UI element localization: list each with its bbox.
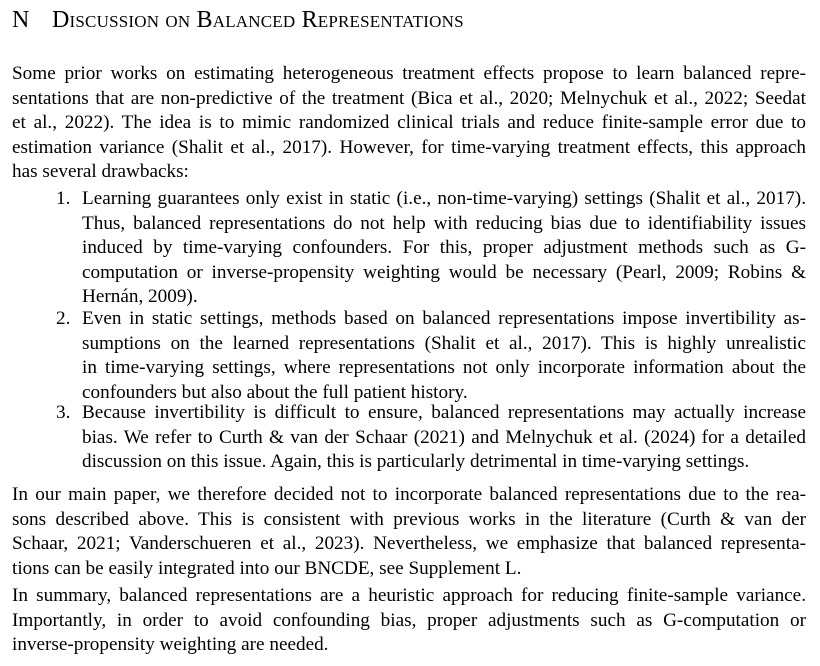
text-line: inverse-propensity weighting are needed.: [12, 634, 329, 656]
section-number: N: [12, 7, 30, 33]
text-line: Schaar, 2021; Vanderschueren et al., 2023). Nevertheless, we emphasize that balanced representa-: [12, 533, 806, 555]
text-line: bias. We refer to Curth & van der Schaar (2021) and Melnychuk et al. (2024) for a detailed: [82, 426, 806, 448]
text-line: Even in static settings, methods based on balanced representations impose invertibility as-: [82, 308, 806, 329]
text-line: Learning guarantees only exist in static (i.e., non-time-varying) settings (Shalit et al., 2017).: [82, 188, 806, 209]
text-line: confounders but also about the full patient history.: [82, 381, 468, 403]
text-line: computation or inverse-propensity weighting would be necessary (Pearl, 2009; Robins &: [82, 261, 806, 283]
text-line: Importantly, in order to avoid confounding bias, proper adjustments such as G-computation or: [12, 609, 806, 631]
text-line: discussion on this issue. Again, this is particularly detrimental in time-varying settings.: [82, 451, 750, 473]
intro-paragraph: [12, 62, 806, 185]
summary-paragraph: [12, 584, 806, 658]
text-line: Hernán, 2009).: [82, 286, 198, 308]
section-heading: [12, 6, 464, 34]
list-marker: 3.: [56, 402, 71, 423]
text-line: In our main paper, we therefore decided not to incorporate balanced representations due to the rea-: [12, 484, 806, 505]
list-item-body: [82, 187, 806, 310]
text-line: has several drawbacks:: [12, 161, 189, 183]
text-line: in time-varying settings, where representations not only incorporate information about the: [82, 357, 806, 379]
list-marker: 1.: [56, 188, 71, 209]
main-paper-paragraph: [12, 483, 806, 581]
text-line: et al., 2022). The idea is to mimic randomized clinical trials and reduce finite-sample error due to: [12, 112, 806, 134]
text-line: tions can be easily integrated into our BNCDE, see Supplement L.: [12, 557, 522, 579]
text-line: In summary, balanced representations are a heuristic approach for reducing finite-sample variance.: [12, 585, 806, 606]
list-marker: 2.: [56, 308, 71, 329]
section-title: Discussion on Balanced Representations: [52, 7, 464, 33]
text-line: Thus, balanced representations do not help with reducing bias due to identifiability issues: [82, 212, 806, 234]
text-line: sentations that are non-predictive of the treatment (Bica et al., 2020; Melnychuk et al., 2022; Seedat: [12, 87, 806, 109]
text-line: sons described above. This is consistent with previous works in the literature (Curth & van der: [12, 508, 806, 530]
text-line: sumptions on the learned representations (Shalit et al., 2017). This is highly unrealistic: [82, 332, 806, 354]
list-item-body: [82, 401, 806, 475]
text-line: estimation variance (Shalit et al., 2017). However, for time-varying treatment effects, this approach: [12, 136, 806, 158]
text-line: Some prior works on estimating heterogeneous treatment effects propose to learn balanced repre-: [12, 63, 806, 84]
list-item-body: [82, 307, 806, 405]
text-line: Because invertibility is difficult to ensure, balanced representations may actually increase: [82, 402, 806, 423]
text-line: induced by time-varying confounders. For this, proper adjustment methods such as G-: [82, 237, 806, 259]
